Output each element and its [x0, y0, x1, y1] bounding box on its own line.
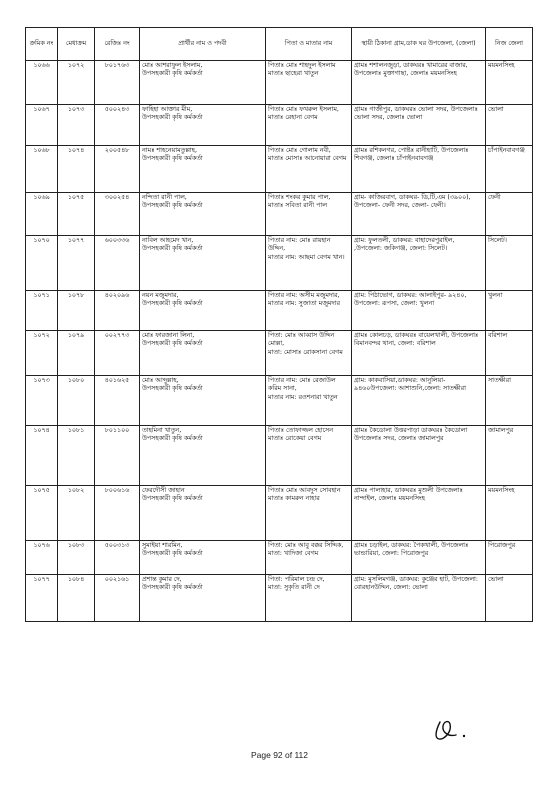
district-cell [486, 541, 533, 575]
father-name: পিতা: পরিমাল চন্দ্র দে, [268, 576, 325, 583]
permanent-address: গ্রাম: মুসলিমগঞ্জ, ডাকঘর: কুঞ্জের হাট, উপজেলা: বোরহানউদ্দিন, জেলা: ভোলা [354, 576, 478, 592]
registration-cell [95, 486, 140, 541]
header-candidate: প্রার্থীর নাম ও পদবী [140, 28, 266, 61]
permanent-address: গ্রামঃ কোলচড়, ডাকঘরঃ বায়েলখালী, উপজেলাঃ বিমানবন্দর থানা, জেলা: বরিশাল [354, 332, 479, 348]
permanent-address: গ্রাম: কাকবাসিয়া,ডাকঘর: আনুলিয়া- ৯৪৬০উপজেলা: আশাশুনি,জেলা: সাতক্ষীরা [354, 377, 466, 393]
registration-cell [95, 376, 140, 426]
father-name: পিতাঃ মোঃ আবদুস সোবহান [268, 487, 341, 494]
merit-cell [58, 236, 95, 291]
table-body [26, 61, 533, 622]
table-row [26, 291, 533, 331]
home-district: ভোলা [488, 106, 504, 113]
registration-cell [95, 146, 140, 193]
registration-number: ৬০০৩৩৬ [104, 237, 130, 244]
home-district: পিরোজপুর [488, 542, 516, 549]
mother-name: মাতা: মোসাঃ রোকসানা বেগম [268, 348, 343, 356]
address-cell [352, 331, 486, 376]
serial-number: ১০৭২ [33, 332, 50, 339]
candidate-cell [140, 486, 266, 541]
candidate-cell [140, 105, 266, 146]
mother-name: মাতা: সুকৃতি রানী দে [268, 584, 320, 592]
candidate-cell [140, 426, 266, 486]
merit-cell [58, 426, 95, 486]
district-cell [486, 146, 533, 193]
candidate-cell [140, 376, 266, 426]
candidate-name: সুমাইয়া শারমিন, [142, 542, 183, 549]
candidate-name: মোঃ আশরাফুল ইসলাম, [142, 62, 203, 69]
candidate-cell [140, 61, 266, 105]
address-cell [352, 541, 486, 575]
address-cell [352, 236, 486, 291]
table-row [26, 105, 533, 146]
candidate-name: মোঃ ফারজানা লিনা, [142, 332, 195, 339]
merit-number: ১০৮০ [67, 377, 85, 384]
serial-number: ১০৬৮ [33, 147, 50, 154]
district-cell [486, 236, 533, 291]
merit-cell [58, 193, 95, 236]
candidate-post: উপসহকারী কৃষি কর্মকর্তা [142, 435, 203, 443]
district-cell [486, 575, 533, 622]
father-name: পিতাঃ মোঃ গোলাম নবী, [268, 147, 331, 154]
registration-cell [95, 291, 140, 331]
parents-cell [266, 541, 352, 575]
district-cell [486, 291, 533, 331]
address-cell [352, 146, 486, 193]
district-cell [486, 193, 533, 236]
registration-number: ৮০০৬১৬ [104, 487, 130, 494]
mother-name: মাতার নাম: রওশনারা খাতুন [268, 393, 338, 401]
home-district: বরিশাল [488, 332, 508, 339]
permanent-address: গ্রাম: ফুলতলী, ডাকঘর: বাহাদেরপুরাইল, ,উপজেলা: জকিগঞ্জ, জেলা: সিলেট। [354, 237, 455, 253]
merit-cell [58, 61, 95, 105]
merit-number: ১০৮৪ [67, 576, 85, 583]
registration-cell [95, 236, 140, 291]
parents-cell [266, 291, 352, 331]
candidate-post: উপসহকারী কৃষি কর্মকর্তা [142, 202, 203, 210]
merit-cell [58, 541, 95, 575]
candidate-post: উপসহকারী কৃষি কর্মকর্তা [142, 70, 203, 78]
candidate-cell [140, 236, 266, 291]
father-name: পিতার নাম: মোঃ রেজাউল করিম সানা, [268, 377, 336, 393]
candidate-post: উপসহকারী কৃষি কর্মকর্তা [142, 584, 203, 592]
home-district: ময়মনসিংহ [488, 62, 515, 69]
registration-cell [95, 61, 140, 105]
permanent-address: গ্রাম: পিঠাভোগ, ডাকঘর: আলাইপুর- ৯২৪০, উপজেলা: রূপসা, জেলা: খুলনা [354, 292, 467, 308]
serial-cell [26, 291, 58, 331]
candidate-name: তাহমিনা খাতুন, [142, 427, 182, 434]
parents-cell [266, 146, 352, 193]
merit-cell [58, 331, 95, 376]
mother-name: মাতা: খাদিজা বেগম [268, 550, 319, 558]
header-parents: পিতা ও মাতার নাম [266, 28, 352, 61]
candidate-name: নন্দিতা রানী পাল, [142, 194, 187, 201]
candidate-post: উপসহকারী কৃষি কর্মকর্তা [142, 155, 203, 163]
serial-cell [26, 105, 58, 146]
parents-cell [266, 575, 352, 622]
district-cell [486, 331, 533, 376]
registration-number: ৮০১১০০ [104, 427, 130, 434]
candidate-post: উপসহকারী কৃষি কর্মকর্তা [142, 495, 203, 503]
merit-number: ১০৭৫ [67, 194, 85, 201]
serial-number: ১০৬৭ [33, 106, 50, 113]
table-header-row [26, 28, 533, 61]
serial-cell [26, 193, 58, 236]
district-cell [486, 61, 533, 105]
serial-cell [26, 575, 58, 622]
merit-cell [58, 486, 95, 541]
merit-number: ১০৭৭ [67, 237, 85, 244]
serial-number: ১০৭৭ [33, 576, 50, 583]
table-row [26, 541, 533, 575]
address-cell [352, 291, 486, 331]
table-row [26, 146, 533, 193]
header-address: স্থায়ী ঠিকানা গ্রাম,ডাক ঘর উপজেলা, (জেলা) [352, 28, 486, 61]
parents-cell [266, 61, 352, 105]
header-registration: রেজিঃ নং [95, 28, 140, 61]
mother-name: মাতাঃ রেহানা বেগম [268, 114, 318, 122]
registration-cell [95, 426, 140, 486]
serial-cell [26, 486, 58, 541]
permanent-address: গ্রামঃ পালাহার, ডাকঘরঃ মুশুলী উপজেলাঃ নান্দাইল, জেলাঃ ময়মনসিংহ [354, 487, 463, 503]
father-name: পিতার নাম: অসীম মজুমদার, [268, 292, 340, 299]
header-district: নিজ জেলা [486, 28, 533, 61]
serial-cell [26, 236, 58, 291]
serial-number: ১০৭৪ [33, 427, 50, 434]
father-name: পিতাঃ শংকর কুমার পাল, [268, 194, 331, 201]
serial-number: ১০৬৬ [33, 62, 50, 69]
serial-cell [26, 376, 58, 426]
address-cell [352, 426, 486, 486]
address-cell [352, 486, 486, 541]
merit-number: ১০৮১ [67, 427, 85, 434]
permanent-address: গ্রামঃ গাজীপুর, ডাকঘরঃ ভোলা সদর, উপজেলাঃ ভোলা সদর, জেলাঃ ভোলা [354, 106, 478, 122]
parents-cell [266, 376, 352, 426]
address-cell [352, 105, 486, 146]
candidate-name: নাবিল আহমেদ খান, [142, 237, 194, 244]
registration-cell [95, 541, 140, 575]
table-row [26, 61, 533, 105]
serial-number: ১০৭১ [33, 292, 50, 299]
candidate-post: উপসহকারী কৃষি কর্মকর্তা [142, 385, 203, 393]
candidate-cell [140, 193, 266, 236]
permanent-address: গ্রামঃ রশিকনগর, পোষ্টঃ রানীহাটি, উপজেলাঃ শিবগঞ্জ, জেলাঃ চাঁপাইনবাবগঞ্জ [354, 147, 469, 163]
home-district: খুলনা [488, 292, 503, 299]
candidate-name: নামঃ শাহনেয়ামতুল্লাহ, [142, 147, 197, 154]
merit-cell [58, 146, 95, 193]
mother-name: মাতাঃ মোসাঃ আনোয়ারা বেগম [268, 155, 347, 163]
candidate-table [25, 27, 533, 622]
mother-name: মাতার নাম: আছমা বেগম খান। [268, 253, 345, 261]
candidate-cell [140, 331, 266, 376]
table-row [26, 331, 533, 376]
father-name: পিতার নাম: মোঃ রায়হান উদ্দিন, [268, 237, 331, 253]
registration-number: ২০০৫৪৮ [104, 147, 130, 154]
table-row [26, 376, 533, 426]
permanent-address: গ্রাম- কাজিরবাগ, ডাকঘর- ডি,টি,এম (৩৯০০), উপজেলা- ফেনী সদর, জেলা- ফেনী। [354, 194, 471, 210]
serial-number: ১০৭০ [33, 237, 50, 244]
parents-cell [266, 426, 352, 486]
home-district: চাঁপাইনবাবগঞ্জ [488, 147, 525, 154]
table-row [26, 486, 533, 541]
candidate-cell [140, 541, 266, 575]
parents-cell [266, 486, 352, 541]
candidate-cell [140, 146, 266, 193]
home-district: সিলেট। [488, 237, 507, 244]
merit-cell [58, 105, 95, 146]
mother-name: মাতাঃ ছাহেরা খাতুন [268, 70, 319, 78]
page-number: Page 92 of 112 [250, 750, 309, 760]
home-district: সাতক্ষীরা [488, 377, 511, 384]
parents-cell [266, 331, 352, 376]
serial-number: ১০৬৯ [33, 194, 50, 201]
parents-cell [266, 105, 352, 146]
merit-cell [58, 376, 95, 426]
header-merit: মেধাক্রম [58, 28, 95, 61]
father-name: পিতা: মোঃ আব্বাস উদ্দিন মোল্লা, [268, 332, 335, 348]
registration-number: ৪০১৬২৫ [104, 377, 130, 384]
serial-cell [26, 426, 58, 486]
signature-mark [430, 716, 490, 744]
parents-cell [266, 236, 352, 291]
merit-number: ১০৭৪ [67, 147, 85, 154]
table-row [26, 575, 533, 622]
home-district: ময়মনসিংহ [488, 487, 515, 494]
registration-cell [95, 331, 140, 376]
candidate-cell [140, 575, 266, 622]
address-cell [352, 61, 486, 105]
candidate-name: ফাহিহা আক্তার মীম, [142, 106, 193, 113]
merit-cell [58, 291, 95, 331]
serial-cell [26, 331, 58, 376]
merit-number: ১০৭৯ [67, 332, 85, 339]
mother-name: মাতাঃ কামরুন নাহার [268, 495, 320, 503]
serial-number: ১০৭৫ [33, 487, 50, 494]
merit-number: ১০৮৩ [67, 542, 85, 549]
candidate-post: উপসহকারী কৃষি কর্মকর্তা [142, 300, 203, 308]
candidate-post: উপসহকারী কৃষি কর্মকর্তা [142, 114, 203, 122]
candidate-post: উপসহকারী কৃষি কর্মকর্তা [142, 340, 203, 348]
merit-number: ১০৭৮ [67, 292, 85, 299]
candidate-name: ফেরদৌসী জাহান [142, 487, 185, 494]
mother-name: মাতার নাম: সুজাতা মজুমদার [268, 300, 340, 308]
home-district: ভোলা [488, 576, 504, 583]
merit-number: ১০৭২ [67, 62, 85, 69]
home-district: ফেনী [488, 194, 501, 201]
father-name: পিতাঃ তোফাজ্জল হোসেন [268, 427, 333, 434]
home-district: জামালপুর [488, 427, 514, 434]
candidate-post: উপসহকারী কৃষি কর্মকর্তা [142, 245, 203, 253]
candidate-post: উপসহকারী কৃষি কর্মকর্তা [142, 550, 203, 558]
mother-name: মাতাঃ সবিতা রানী পাল [268, 202, 327, 210]
table-row [26, 193, 533, 236]
father-name: পিতাঃ মোঃ শাহদুল ইসলাম [268, 62, 336, 69]
candidate-name: মোঃ আব্দুল্লাহ, [142, 377, 179, 384]
district-cell [486, 486, 533, 541]
candidate-cell [140, 291, 266, 331]
candidate-name: নয়ন মজুমদার, [142, 292, 179, 299]
permanent-address: গ্রামঃ কৈডোলা উত্তরপাড়া ডাকঘরঃ কৈডোলা উপজেলাঃ সদর, জেলাঃ জামালপুর [354, 427, 468, 443]
father-name: পিতাঃ মোঃ ফখরুল ইসলাম, [268, 106, 339, 113]
merit-number: ১০৭৩ [67, 106, 85, 113]
serial-number: ১০৭৬ [33, 542, 50, 549]
table-row [26, 426, 533, 486]
district-cell [486, 376, 533, 426]
merit-cell [58, 575, 95, 622]
serial-cell [26, 146, 58, 193]
candidate-name: প্রশান্ত কুমার দে, [142, 576, 182, 583]
address-cell [352, 575, 486, 622]
serial-number: ১০৭৩ [33, 377, 50, 384]
address-cell [352, 376, 486, 426]
serial-cell [26, 61, 58, 105]
registration-number: ০০২৭৭৩ [104, 332, 130, 339]
registration-number: ৮০১৭৬৩ [104, 62, 130, 69]
merit-number: ১০৮২ [67, 487, 85, 494]
district-cell [486, 105, 533, 146]
district-cell [486, 426, 533, 486]
registration-cell [95, 575, 140, 622]
permanent-address: গ্রামঃ শশালনজুড়া, ডাকঘরঃ খামারের বাজার, উপজেলাঃ মুক্তাগাছা, জেলাঃ ময়মনসিংহ [354, 62, 468, 78]
parents-cell [266, 193, 352, 236]
registration-number: ৫০০৩১৩ [104, 542, 130, 549]
registration-number: ০০২১৬১ [104, 576, 130, 583]
father-name: পিতা: মোঃ আবু বক্কর সিদ্দিক, [268, 542, 344, 549]
header-serial: ক্রমিক নং [26, 28, 58, 61]
registration-cell [95, 193, 140, 236]
mother-name: মাতাঃ রোকেয়া বেগম [268, 435, 322, 443]
permanent-address: গ্রামঃ চড়াইল, ডাকঘর: পৈকখালী, উপজেলাঃ ভান্ডারিয়া, জেলা: পিরোজপুর [354, 542, 469, 558]
registration-number: ৪০২০৯৬ [104, 292, 130, 299]
registration-cell [95, 105, 140, 146]
registration-number: ৫০০২৪৩ [104, 106, 130, 113]
registration-number: ৩০০২৫৪ [104, 194, 130, 201]
table-row [26, 236, 533, 291]
serial-cell [26, 541, 58, 575]
address-cell [352, 193, 486, 236]
